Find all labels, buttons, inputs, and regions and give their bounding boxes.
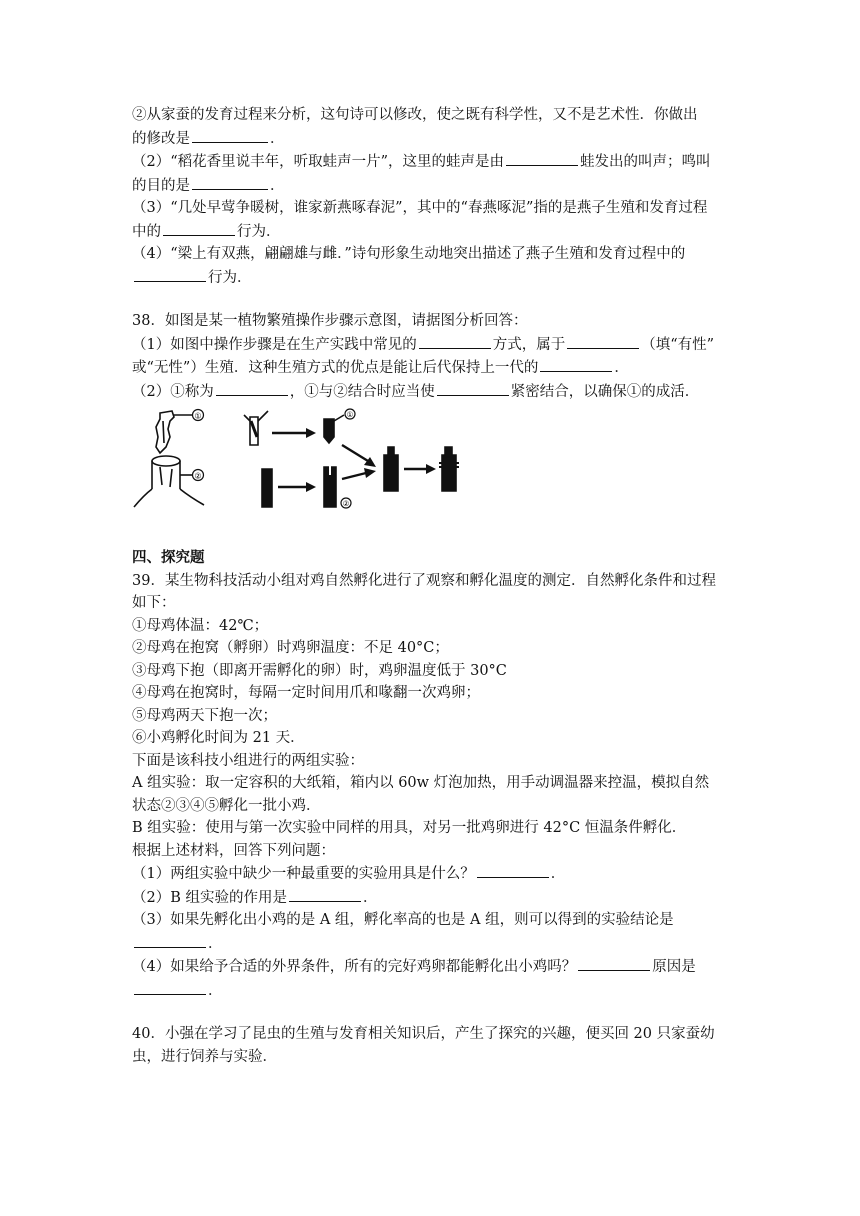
q37-line-2a: ②从家蚕的发育过程来分析，这句诗可以修改，使之既有科学性，又不是艺术性．你做出	[132, 107, 698, 123]
answer-blank[interactable]	[437, 380, 509, 396]
q37-sub4-line1: （4）“梁上有双燕，翩翩雄与雌．”诗句形象生动地突出描述了燕子生殖和发育过程中的	[132, 246, 686, 262]
q39-item-5: ⑤母鸡两天下抱一次；	[132, 707, 277, 724]
q37-sub2-text-3: 的目的是	[132, 177, 190, 194]
q39-sub4-answer	[132, 979, 730, 1003]
period: ．	[208, 935, 223, 952]
q39-stem-b: 如下：	[132, 595, 176, 611]
arrow-head	[364, 468, 376, 478]
q37-sub2-text: （2）“稻花香里说丰年，听取蛙声一片”，这里的蛙声是由	[132, 154, 505, 170]
q38-sub1-line1	[132, 333, 730, 357]
q38-sub1-text-4: 或“无性”）生殖．这种生殖方式的优点是能让后代保持上一代的	[132, 360, 539, 376]
period: ．	[270, 130, 285, 147]
answer-blank[interactable]	[163, 220, 235, 236]
arrow-head	[426, 464, 436, 474]
answer-blank[interactable]	[477, 862, 549, 878]
q39-sub4	[132, 955, 730, 979]
answer-blank[interactable]	[134, 932, 206, 948]
q38-sub2-text-2: ，①与②结合时应当使	[289, 383, 435, 400]
period: ．	[208, 982, 223, 999]
q37-line-2b-text: 的修改是	[132, 130, 190, 147]
answer-blank[interactable]	[419, 333, 491, 349]
q37-sub3-line2	[132, 220, 730, 244]
q39-ask: 根据上述材料，回答下列问题：	[132, 842, 335, 859]
q39-sub4-text-2: 原因是	[652, 959, 696, 975]
q39-sub2	[132, 886, 730, 910]
grafting-diagram	[130, 407, 470, 519]
q38-sub1-text-3: （填“有性”	[641, 336, 715, 353]
q39-sub4-text: （4）如果给予合适的外界条件，所有的完好鸡卵都能孵化出小鸡吗？	[132, 959, 577, 975]
answer-blank[interactable]	[134, 266, 206, 282]
q37-sub3-text-2: 行为．	[237, 223, 281, 240]
q39-group-a-line1: A 组实验：取一定容积的大纸箱，箱内以 60w 灯泡加热，用手动调温器来控温，模拟自然	[132, 775, 710, 791]
q39-item-4: ④母鸡在抱窝时，每隔一定时间用爪和喙翻一次鸡卵；	[132, 685, 480, 701]
q37-sub3-line1: （3）“几处早莺争暖树，谁家新燕啄春泥”，其中的“春燕啄泥”指的是燕子生殖和发育过程	[132, 200, 708, 216]
rootstock-drawing	[134, 456, 204, 507]
q39-sub3: （3）如果先孵化出小鸡的是 A 组，孵化率高的也是 A 组，则可以得到的实验结论是	[132, 912, 674, 928]
q39-sub2-text: （2）B 组实验的作用是	[132, 889, 287, 906]
answer-blank[interactable]	[134, 979, 206, 995]
figure-label-1: ①	[194, 411, 202, 421]
figure-label-2b: ②	[342, 499, 350, 509]
period: ．	[363, 889, 378, 906]
q39-item-3: ③母鸡下抱（即离开需孵化的卵）时，鸡卵温度低于 30°C	[132, 662, 507, 679]
q38-sub2	[132, 380, 730, 404]
grafting-diagram-svg	[130, 407, 470, 519]
answer-blank[interactable]	[192, 127, 268, 143]
q37-sub2-line2	[132, 174, 730, 198]
answer-blank[interactable]	[578, 955, 650, 971]
step-stock-cut	[324, 465, 336, 507]
answer-blank[interactable]	[289, 886, 361, 902]
q40-line-a: 40．小强在学习了昆虫的生殖与发育相关知识后，产生了探究的兴趣，便买回 20 只家蚕幼	[132, 1026, 715, 1042]
q40-line-b: 虫，进行饲养与实验．	[132, 1048, 277, 1065]
q37-sub4-text: 行为．	[208, 269, 252, 286]
answer-blank[interactable]	[506, 150, 578, 166]
arrow	[342, 473, 366, 479]
section-heading: 四、探究题	[132, 549, 205, 566]
q39-intro: 下面是该科技小组进行的两组实验：	[132, 752, 364, 769]
q39-stem-a: 39．某生物科技活动小组对鸡自然孵化进行了观察和孵化温度的测定．自然孵化条件和过程	[132, 572, 716, 589]
step-prepared-scion	[324, 415, 344, 443]
step-cut-scion	[244, 411, 268, 445]
q38-sub1-text-2: 方式，属于	[492, 336, 566, 353]
answer-blank[interactable]	[540, 356, 612, 372]
period: ．	[614, 360, 629, 376]
q37-sub4-line2	[132, 266, 730, 290]
answer-blank[interactable]	[567, 333, 639, 349]
arrow	[342, 445, 368, 461]
q39-item-1: ①母鸡体温：42℃；	[132, 617, 269, 634]
period: ．	[550, 866, 566, 882]
q38-stem: 38．如图是某一植物繁殖操作步骤示意图，请据图分析回答：	[132, 313, 528, 329]
answer-blank[interactable]	[192, 174, 268, 190]
q39-group-a-line2: 状态②③④⑤孵化一批小鸡．	[132, 797, 321, 814]
q38-sub2-text-3: 紧密结合，以确保①的成活．	[510, 383, 700, 400]
arrow-head	[306, 428, 316, 438]
q37-sub3-text: 中的	[132, 223, 161, 240]
q39-item-6: ⑥小鸡孵化时间为 21 天．	[132, 730, 305, 746]
document-page	[132, 104, 730, 1068]
q38-sub1-line2	[132, 356, 730, 380]
q37-sub2-text-2: 蛙发出的叫声；鸣叫	[580, 154, 711, 170]
step-bound	[439, 447, 459, 491]
figure-label-2: ②	[194, 471, 202, 481]
q39-sub1	[132, 862, 730, 886]
answer-blank[interactable]	[216, 380, 288, 396]
q39-sub1-text: （1）两组实验中缺少一种最重要的实验用具是什么？	[132, 866, 475, 882]
q38-sub1-text: （1）如图中操作步骤是在生产实践中常见的	[132, 336, 417, 353]
period: ．	[270, 177, 285, 194]
q38-sub2-text: （2）①称为	[132, 383, 214, 400]
figure-label-1b: ①	[346, 410, 354, 420]
q37-line-2b	[132, 127, 730, 151]
scion-drawing	[156, 411, 192, 453]
step-stock	[262, 469, 272, 507]
arrow-head	[306, 482, 316, 492]
q39-group-b: B 组实验：使用与第一次实验中同样的用具，对另一批鸡卵进行 42°C 恒温条件孵化．	[132, 820, 687, 836]
q39-item-2: ②母鸡在抱窝（孵卵）时鸡卵温度：不足 40°C；	[132, 640, 449, 656]
step-joined	[384, 447, 398, 491]
q37-sub2-line1	[132, 150, 730, 174]
q39-sub3-answer	[132, 932, 730, 956]
